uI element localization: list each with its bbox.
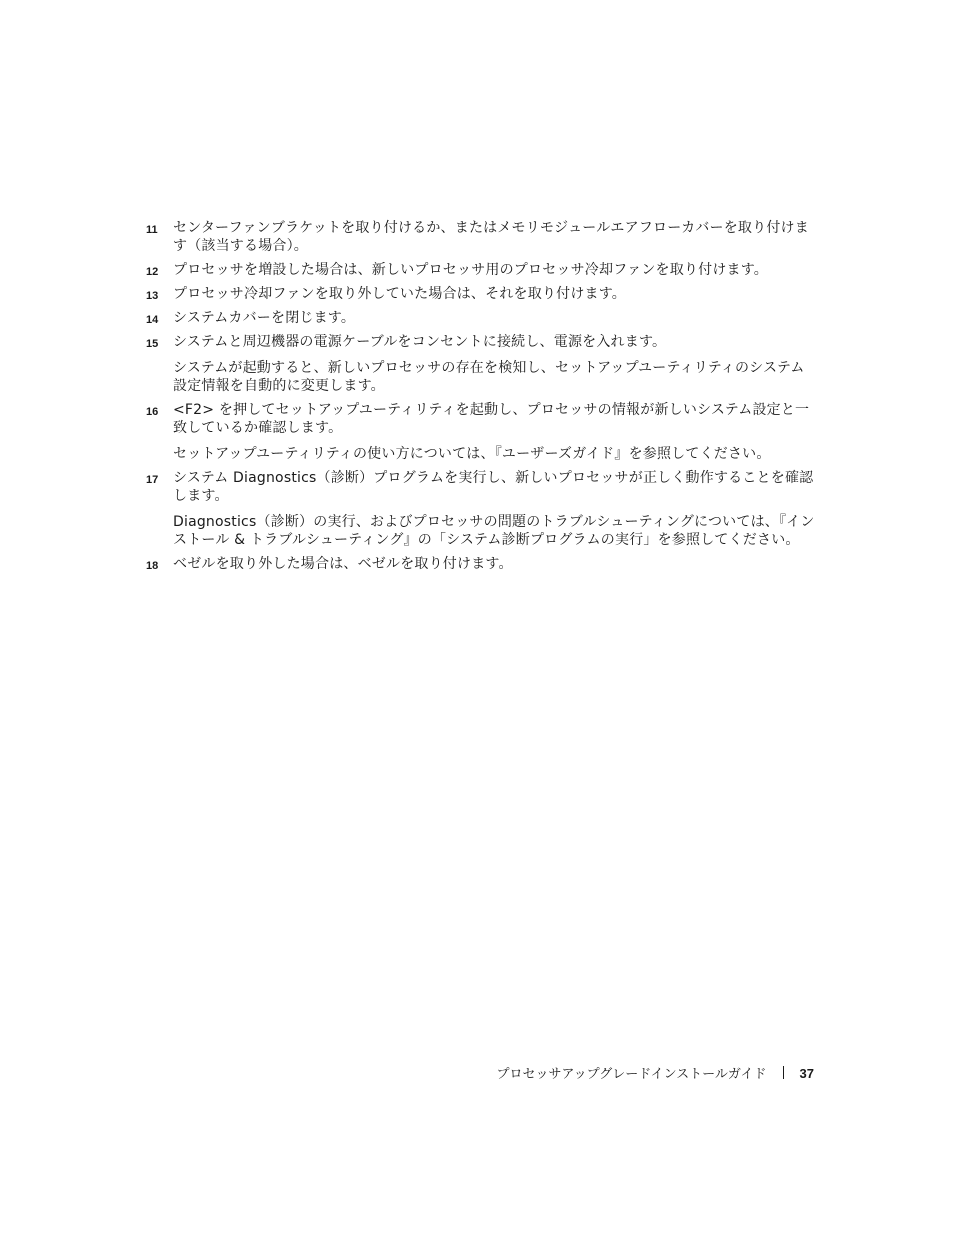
- step-text: システム Diagnostics（診断）プログラムを実行し、新しいプロセッサが正しく動作することを確認します。: [173, 470, 814, 504]
- step-item: [146, 555, 816, 573]
- step-text: プロセッサを増設した場合は、新しいプロセッサ用のプロセッサ冷却ファンを取り付けます。: [173, 262, 768, 278]
- step-number: 11: [146, 224, 158, 236]
- step-note: セットアップユーティリティの使い方については、『ユーザーズガイド』を参照してください。: [173, 446, 771, 462]
- step-text: <F2> を押してセットアップユーティリティを起動し、プロセッサの情報が新しいシステム設定と一致しているか確認します。: [173, 402, 810, 436]
- step-text: プロセッサ冷却ファンを取り外していた場合は、それを取り付けます。: [173, 286, 626, 302]
- step-text: ベゼルを取り外した場合は、ベゼルを取り付けます。: [173, 556, 513, 572]
- step-text: センターファンブラケットを取り付けるか、またはメモリモジュールエアフローカバーを取り付けます（該当する場合）。: [173, 220, 809, 254]
- step-item: [146, 219, 816, 255]
- step-note: システムが起動すると、新しいプロセッサの存在を検知し、セットアップユーティリティのシステム設定情報を自動的に変更します。: [173, 360, 805, 394]
- step-number: 15: [146, 338, 159, 350]
- page-footer: [430, 1065, 814, 1084]
- step-number: 17: [146, 474, 159, 486]
- step-note: Diagnostics（診断）の実行、およびプロセッサの問題のトラブルシューティングについては、『インストール & トラブルシューティング』の「システム診断プログラムの実行」を参照してください。: [173, 514, 815, 548]
- step-item: [146, 401, 816, 463]
- footer-divider: [783, 1066, 784, 1079]
- step-text: システムカバーを閉じます。: [173, 310, 356, 326]
- step-item: [146, 309, 816, 327]
- step-number: 14: [146, 314, 159, 326]
- step-item: [146, 261, 816, 279]
- step-number: 13: [146, 290, 159, 302]
- step-list: [146, 219, 816, 579]
- step-text: システムと周辺機器の電源ケーブルをコンセントに接続し、電源を入れます。: [173, 334, 667, 350]
- step-number: 12: [146, 266, 159, 278]
- step-item: [146, 469, 816, 549]
- step-item: [146, 285, 816, 303]
- footer-title: プロセッサアップグレードインストールガイド: [496, 1067, 767, 1082]
- step-item: [146, 333, 816, 395]
- page-number: 37: [799, 1066, 814, 1081]
- step-number: 16: [146, 406, 159, 418]
- step-number: 18: [146, 560, 159, 572]
